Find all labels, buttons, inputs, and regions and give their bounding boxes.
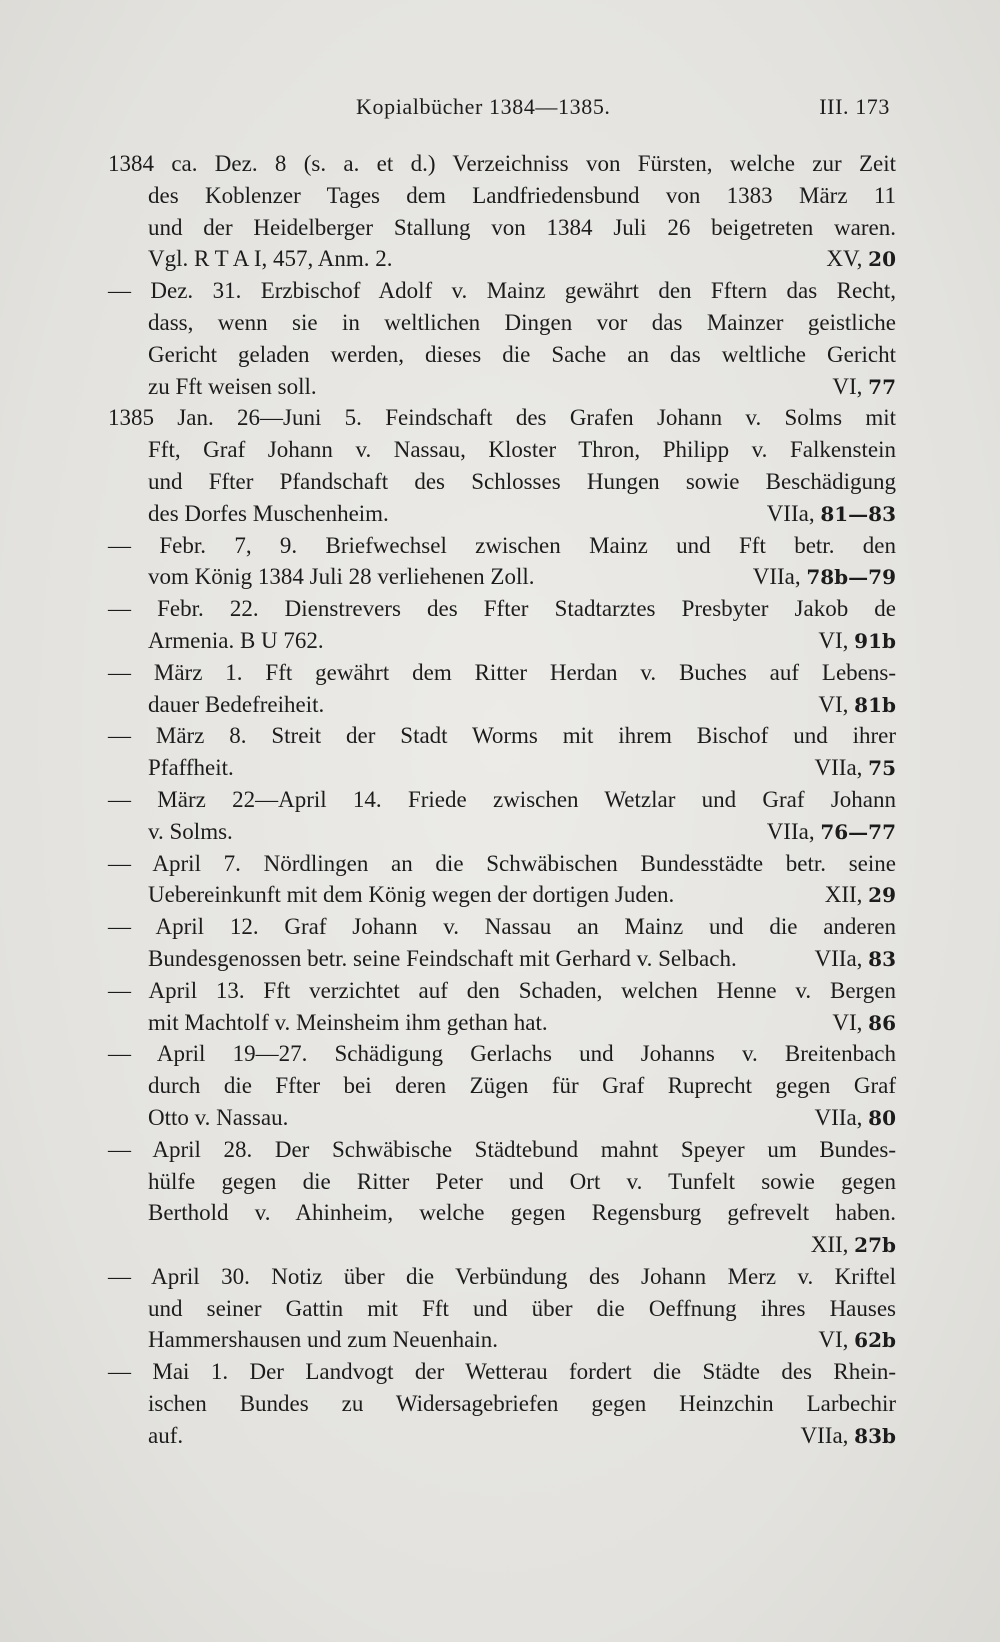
register-entry (108, 1134, 896, 1261)
archive-signature (767, 816, 896, 849)
signature-volume: VI, (818, 1327, 855, 1353)
entry-continuation-line (108, 1229, 896, 1261)
entry-heading-line (108, 1134, 896, 1166)
entry-heading-line (108, 530, 896, 562)
entry-text: mit Machtolf v. Meinsheim ihm gethan hat. (148, 1009, 548, 1035)
entry-continuation-line (108, 1166, 896, 1198)
entry-text: — April 30. Notiz über die Verbündung des Johann Merz v. Kriftel (108, 1263, 896, 1289)
entry-text: 1384 ca. Dez. 8 (s. a. et d.) Verzeichniss von Fürsten, welche zur Zeit (108, 151, 896, 176)
entry-heading-line (108, 275, 896, 307)
entry-text: und Ffter Pfandschaft des Schlosses Hungen sowie Beschädigung (148, 468, 896, 494)
signature-volume: XV, (826, 246, 869, 272)
signature-folio: 78b—79 (806, 565, 896, 590)
signature-volume: VI, (818, 627, 855, 653)
signature-volume: VIIa, (814, 945, 869, 971)
entry-continuation-line (108, 498, 896, 530)
entry-text: — April 13. Fft verzichtet auf den Schaden, welchen Henne v. Bergen (108, 977, 896, 1003)
entry-text: — April 28. Der Schwäbische Städtebund mahnt Speyer um Bundes- (108, 1136, 896, 1162)
register-entry (108, 593, 896, 657)
entry-continuation-line (108, 689, 896, 721)
register-entry (108, 1356, 896, 1451)
archive-signature (815, 943, 896, 976)
entry-continuation-line (108, 625, 896, 657)
entry-text: Fft, Graf Johann v. Nassau, Kloster Thron, Philipp v. Falkenstein (148, 437, 896, 463)
register-entry (108, 275, 896, 402)
signature-folio: 83b (854, 1423, 896, 1448)
entry-continuation-line (108, 752, 896, 784)
signature-folio: 75 (868, 756, 896, 781)
archive-signature (815, 752, 896, 785)
entry-continuation-line (108, 212, 896, 244)
entry-continuation-line (108, 1007, 896, 1039)
signature-volume: VI, (832, 1009, 869, 1035)
running-title: Kopialbücher 1384—1385. (356, 94, 611, 119)
signature-folio: 76—77 (820, 819, 896, 844)
signature-volume: XII, (824, 882, 869, 908)
register-entries (108, 148, 896, 1452)
entry-text: dass, wenn sie in weltlichen Dingen vor das Mainzer geistliche (148, 309, 896, 335)
signature-volume: VIIa, (800, 1422, 855, 1448)
entry-continuation-line (108, 1324, 896, 1356)
entry-text: auf. (148, 1422, 184, 1448)
archive-signature (826, 243, 896, 276)
archive-signature (767, 498, 896, 531)
entry-continuation-line (108, 307, 896, 339)
entry-text: Armenia. B U 762. (148, 627, 324, 653)
entry-heading-line (108, 402, 896, 434)
entry-continuation-line (108, 943, 896, 975)
entry-continuation-line (108, 371, 896, 403)
entry-heading-line (108, 784, 896, 816)
entry-continuation-line (108, 816, 896, 848)
register-entry (108, 402, 896, 529)
signature-folio: 81—83 (820, 501, 896, 526)
entry-text: und seiner Gattin mit Fft und über die Oeffnung ihres Hauses (148, 1295, 896, 1321)
entry-text: Vgl. R T A I, 457, Anm. 2. (148, 246, 393, 272)
archive-signature (818, 1324, 896, 1357)
entry-continuation-line (108, 1293, 896, 1325)
entry-heading-line (108, 148, 896, 180)
signature-folio: 62b (854, 1328, 896, 1353)
archive-signature (818, 689, 896, 722)
entry-text: zu Fft weisen soll. (148, 373, 317, 399)
register-entry (108, 148, 896, 275)
entry-continuation-line (108, 434, 896, 466)
entry-continuation-line (108, 1197, 896, 1229)
entry-text: Berthold v. Ahinheim, welche gegen Regensburg gefrevelt haben. (148, 1200, 896, 1226)
entry-heading-line (108, 848, 896, 880)
entry-text: — Dez. 31. Erzbischof Adolf v. Mainz gewährt den Fftern das Recht, (108, 278, 896, 304)
signature-volume: VI, (818, 691, 855, 717)
archive-signature (825, 879, 896, 912)
signature-folio: 29 (868, 883, 896, 908)
entry-heading-line (108, 975, 896, 1007)
entry-continuation-line (108, 243, 896, 275)
entry-continuation-line (108, 561, 896, 593)
entry-continuation-line (108, 1070, 896, 1102)
entry-text: Hammershausen und zum Neuenhain. (148, 1327, 499, 1353)
entry-text: dauer Bedefreiheit. (148, 691, 325, 717)
signature-folio: 80 (868, 1105, 896, 1130)
entry-text: ischen Bundes zu Widersagebriefen gegen Heinzchin Larbechir (148, 1391, 896, 1417)
entry-continuation-line (108, 879, 896, 911)
entry-continuation-line (108, 1102, 896, 1134)
signature-volume: XII, (810, 1232, 855, 1258)
register-entry (108, 657, 896, 721)
signature-folio: 77 (868, 374, 896, 399)
entry-text: — März 1. Fft gewährt dem Ritter Herdan v. Buches auf Lebens- (108, 659, 896, 685)
entry-text: Gericht geladen werden, dieses die Sache an das weltliche Gericht (148, 341, 896, 367)
entry-text: — März 8. Streit der Stadt Worms mit ihrem Bischof und ihrer (108, 723, 896, 749)
signature-folio: 20 (868, 247, 896, 272)
archive-signature (753, 561, 896, 594)
signature-volume: VIIa, (814, 755, 869, 781)
entry-text: Bundesgenossen betr. seine Feindschaft mit Gerhard v. Selbach. (148, 945, 737, 971)
entry-text: — Febr. 22. Dienstrevers des Ffter Stadtarztes Presbyter Jakob de (108, 596, 896, 622)
entry-text: — April 12. Graf Johann v. Nassau an Mainz und die anderen (108, 914, 896, 940)
signature-volume: VIIa, (766, 818, 821, 844)
register-entry (108, 530, 896, 594)
entry-text: Pfaffheit. (148, 755, 234, 781)
entry-text: hülfe gegen die Ritter Peter und Ort v. Tunfelt sowie gegen (148, 1168, 896, 1194)
register-entry (108, 1038, 896, 1133)
signature-volume: VIIa, (814, 1104, 869, 1130)
entry-heading-line (108, 1261, 896, 1293)
entry-text: durch die Ffter bei deren Zügen für Graf Ruprecht gegen Graf (148, 1073, 896, 1099)
entry-heading-line (108, 1038, 896, 1070)
entry-text: Otto v. Nassau. (148, 1104, 289, 1130)
entry-text: des Koblenzer Tages dem Landfriedensbund von 1383 März 11 (148, 182, 896, 208)
entry-heading-line (108, 657, 896, 689)
register-entry (108, 784, 896, 848)
archive-signature (832, 1007, 896, 1040)
signature-folio: 91b (854, 628, 896, 653)
entry-text: — Febr. 7, 9. Briefwechsel zwischen Mainz und Fft betr. den (108, 532, 896, 558)
entry-text: 1385 Jan. 26—Juni 5. Feindschaft des Grafen Johann v. Solms mit (108, 405, 896, 431)
entry-text: — Mai 1. Der Landvogt der Wetterau fordert die Städte des Rhein- (108, 1359, 896, 1385)
entry-heading-line (108, 593, 896, 625)
archive-signature (832, 371, 896, 404)
register-entry (108, 911, 896, 975)
page-reference: III. 173 (819, 94, 890, 119)
entry-continuation-line (108, 466, 896, 498)
entry-text: des Dorfes Muschenheim. (148, 500, 389, 526)
signature-folio: 27b (854, 1233, 896, 1258)
signature-folio: 83 (868, 946, 896, 971)
entry-text: — März 22—April 14. Friede zwischen Wetzlar und Graf Johann (108, 786, 896, 812)
entry-text: v. Solms. (148, 818, 233, 844)
archive-signature (801, 1420, 896, 1453)
register-entry (108, 975, 896, 1039)
entry-heading-line (108, 1356, 896, 1388)
archive-signature (815, 1102, 896, 1135)
signature-volume: VIIa, (766, 500, 821, 526)
archive-signature (818, 625, 896, 658)
entry-heading-line (108, 911, 896, 943)
entry-text: — April 7. Nördlingen an die Schwäbischen Bundesstädte betr. seine (108, 850, 896, 876)
entry-text: und der Heidelberger Stallung von 1384 Juli 26 beigetreten waren. (148, 214, 896, 240)
entry-continuation-line (108, 1388, 896, 1420)
signature-volume: VI, (832, 373, 869, 399)
entry-continuation-line (108, 1420, 896, 1452)
entry-text: — April 19—27. Schädigung Gerlachs und Johanns v. Breitenbach (108, 1041, 896, 1067)
entry-continuation-line (108, 339, 896, 371)
archive-signature (811, 1229, 896, 1262)
entry-heading-line (108, 720, 896, 752)
register-entry (108, 848, 896, 912)
register-entry (108, 720, 896, 784)
signature-folio: 81b (854, 692, 896, 717)
entry-continuation-line (108, 180, 896, 212)
entry-text: vom König 1384 Juli 28 verliehenen Zoll. (148, 564, 535, 590)
signature-volume: VIIa, (752, 564, 807, 590)
entry-text: Uebereinkunft mit dem König wegen der dortigen Juden. (148, 882, 675, 908)
signature-folio: 86 (868, 1010, 896, 1035)
register-entry (108, 1261, 896, 1356)
